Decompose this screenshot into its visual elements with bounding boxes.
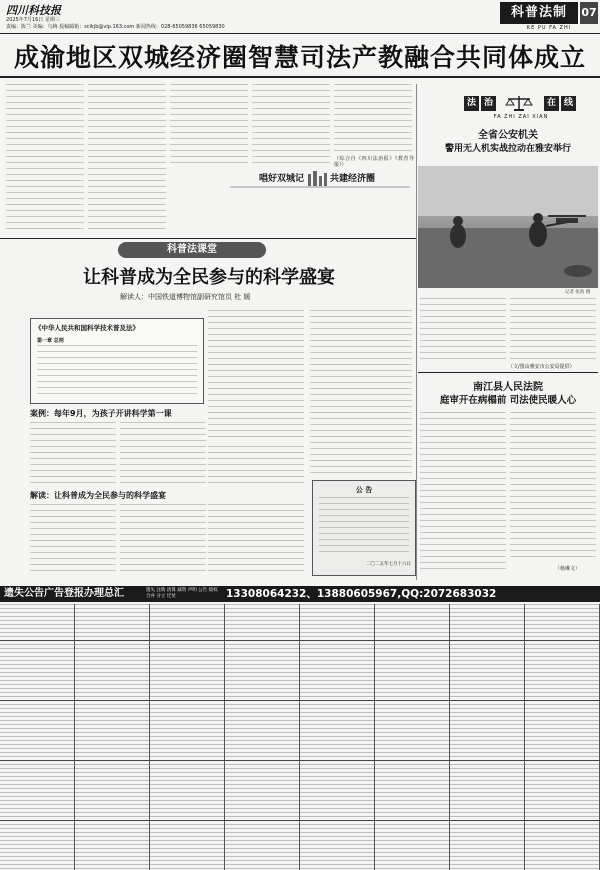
case-column-3	[208, 446, 304, 486]
case-column-1	[30, 422, 116, 486]
ads-row-divider	[0, 820, 600, 821]
science-column-2	[208, 310, 304, 440]
reading-subhead: 解读：让科普成为全民参与的科学盛宴	[30, 491, 166, 500]
science-column-label: 科普法课堂	[118, 242, 266, 258]
ads-header	[0, 586, 600, 602]
law-infobox	[30, 318, 204, 404]
logo-char-4: 线	[561, 96, 576, 111]
lead-column-3	[170, 84, 248, 164]
police-column-2	[510, 298, 596, 362]
notice-text	[319, 497, 409, 557]
city-banner	[230, 170, 410, 188]
science-byline: 解读人：中国铁道博物馆副研究馆员 杜 媛	[120, 293, 251, 301]
classified-ads-grid	[0, 604, 600, 870]
drone-scene-graphic	[418, 166, 598, 288]
ads-row-divider	[0, 700, 600, 701]
date-line: 2025年7月16日 星期三	[6, 17, 60, 23]
banner-left: 唱好双城记	[258, 174, 304, 184]
ads-row-divider	[0, 640, 600, 641]
headline-rule	[0, 76, 600, 78]
police-column-1	[420, 298, 506, 362]
logo-pinyin: FA ZHI ZAI XIAN	[493, 114, 549, 120]
court-title-line2: 庭审开在病榻前 司法使民暖人心	[439, 395, 577, 406]
logo-char-2: 治	[481, 96, 496, 111]
court-column-2	[510, 412, 596, 562]
law-chapter: 第一章 总则	[37, 338, 64, 344]
police-rule	[418, 372, 598, 373]
science-column-3	[310, 310, 412, 474]
police-title-line1: 全省公安机关	[478, 130, 538, 141]
case-subhead: 案例：每年9月，为孩子开讲科学第一课	[30, 409, 172, 418]
lead-source-note: （综合自《四川法治报》《教育导报》）	[334, 156, 414, 169]
logo-char-3: 在	[544, 96, 559, 111]
logo-char-1: 法	[464, 96, 479, 111]
masthead-rule	[0, 33, 600, 34]
banner-right: 共建经济圈	[330, 174, 376, 184]
notice-date: 二〇二五年七月十六日	[366, 562, 411, 567]
paper-name: 四川科技报	[6, 4, 61, 17]
notice-title: 公 告	[355, 486, 373, 494]
law-column-logo	[462, 94, 580, 122]
reading-column-1	[30, 504, 116, 576]
lead-headline: 成渝地区双城经济圈智慧司法产教融合共同体成立	[13, 43, 586, 72]
section-rule	[0, 238, 416, 239]
notice-box	[312, 480, 416, 576]
photo-credit: 记者 张劭 摄	[565, 290, 591, 295]
scales-icon	[504, 94, 534, 112]
page-number: 07	[580, 2, 598, 24]
ads-services: 遗失 注销 清算 减资 声明 公告 债权 合并 分立 迁址	[146, 588, 218, 599]
ads-title: 遗失公告广告登报办理总汇	[4, 588, 124, 599]
lead-column-2	[88, 84, 166, 234]
lead-column-5	[334, 84, 412, 154]
court-column-1	[420, 412, 506, 572]
reading-column-3	[208, 504, 304, 576]
law-text	[37, 345, 197, 397]
drone-photo	[418, 166, 598, 288]
contact-line: 责编：陈兰 美编：乌梅 投稿邮箱：scikjb@vip.163.com 新闻热线：028-65059836 65059830	[6, 24, 225, 30]
court-author: （杨琳文）	[555, 566, 581, 572]
police-source-note: （文/图由雅安市公安局提供）	[508, 364, 575, 370]
ads-row-divider	[0, 760, 600, 761]
reading-column-2	[120, 504, 206, 576]
law-name: 《中华人民共和国科学技术普及法》	[35, 324, 139, 332]
ads-phone: 13308064232、13880605967,QQ:2072683032	[226, 588, 497, 600]
police-title-line2: 警用无人机实战拉动在雅安举行	[444, 144, 571, 154]
column-separator	[416, 84, 417, 580]
section-title: 科普法制	[500, 2, 578, 24]
court-title-line1: 南江县人民法院	[473, 382, 543, 393]
masthead	[0, 0, 600, 34]
science-article-title: 让科普成为全民参与的科学盛宴	[83, 267, 335, 288]
lead-column-1	[6, 84, 84, 234]
lead-column-4	[252, 84, 330, 164]
case-column-2	[120, 422, 206, 486]
section-pinyin: KE PU FA ZHI	[526, 25, 572, 31]
